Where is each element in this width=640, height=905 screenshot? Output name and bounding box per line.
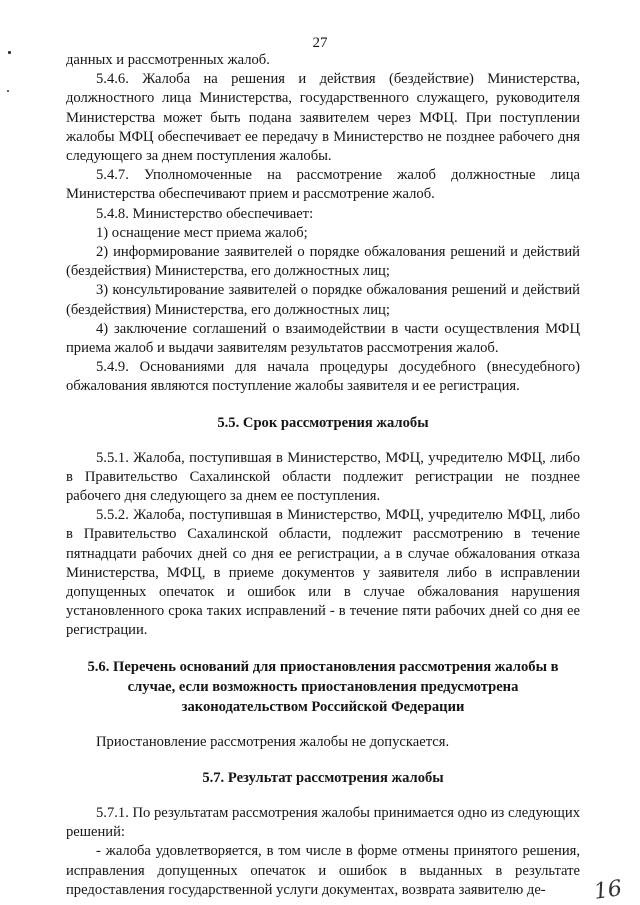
paragraph: 5.5.2. Жалоба, поступившая в Министерство, МФЦ, учредителю МФЦ, либо в Правительство Сахалинской области, подлежит рассмотрению в течение пятнадцати рабочих дней со дня ее регистрации, а в случае обжалования отказа Министерства, МФЦ, в приеме документов у заявителя либо в исправлении допущенных опечаток и ошибок или в случае обжалования нарушения установленного срока таких исправлений - в течение пяти рабочих дней со дня ее регистрации. xyxy=(66,507,580,639)
paragraph: 5.4.9. Основаниями для начала процедуры досудебного (внесудебного) обжалования являются поступление жалобы заявителя и ее регистрация. xyxy=(66,359,580,395)
paragraph: Приостановление рассмотрения жалобы не допускается. xyxy=(96,733,450,750)
paragraph: 3) консультирование заявителей о порядке обжалования решений и действий (бездействия) Министерства, его должностных лиц; xyxy=(66,282,580,318)
spacer xyxy=(66,641,580,657)
paragraph: 2) информирование заявителей о порядке обжалования решений и действий (бездействия) Министерства, его должностных лиц; xyxy=(66,244,580,280)
paragraph: данных и рассмотренных жалоб. xyxy=(66,52,270,68)
section-heading: 5.7. Результат рассмотрения жалобы xyxy=(202,769,444,786)
spacer xyxy=(66,788,580,804)
document-body xyxy=(66,51,580,900)
spacer xyxy=(66,717,580,733)
paragraph: 5.5.1. Жалоба, поступившая в Министерство, МФЦ, учредителю МФЦ, либо в Правительство Сахалинской области подлежит регистрации не позднее рабочего дня следующего за днем ее поступления. xyxy=(66,449,580,505)
paragraph: 4) заключение соглашений о взаимодействии в части осуществления МФЦ приема жалоб и выдачи заявителям результатов рассмотрения жалоб. xyxy=(66,320,580,357)
spacer xyxy=(66,752,580,768)
paragraph: 5.4.8. Министерство обеспечивает: xyxy=(96,205,314,222)
paragraph: 5.7.1. По результатам рассмотрения жалобы принимается одно из следующих решений: xyxy=(66,804,580,841)
paragraph: - жалоба удовлетворяется, в том числе в форме отмены принятого решения, исправления допущенных опечаток и ошибок в выданных в результате предоставления государственной услуги документах, возврата заявителю де- xyxy=(66,843,580,898)
spacer xyxy=(66,397,580,413)
spacer xyxy=(66,433,580,449)
paragraph: 1) оснащение мест приема жалоб; xyxy=(96,224,308,241)
paragraph: 5.4.7. Уполномоченные на рассмотрение жалоб должностные лица Министерства обеспечивают прием и рассмотрение жалоб. xyxy=(66,167,580,203)
section-heading: 5.6. Перечень оснований для приостановления рассмотрения жалобы в случае, если возможность приостановления предусмотрена законодательством Российской Федерации xyxy=(87,658,559,715)
section-heading: 5.5. Срок рассмотрения жалобы xyxy=(217,414,429,431)
handwritten-page-number: 16 xyxy=(592,876,624,905)
paragraph: 5.4.6. Жалоба на решения и действия (бездействие) Министерства, должностного лица Министерства, государственного служащего, руководителя Министерства может быть подана заявителем через МФЦ. При поступлении жалобы МФЦ обеспечивает ее передачу в Министерство не позднее рабочего дня следующего за днем поступления жалобы. xyxy=(66,71,580,165)
scan-speck xyxy=(7,90,9,92)
page-number: 27 xyxy=(312,35,328,51)
